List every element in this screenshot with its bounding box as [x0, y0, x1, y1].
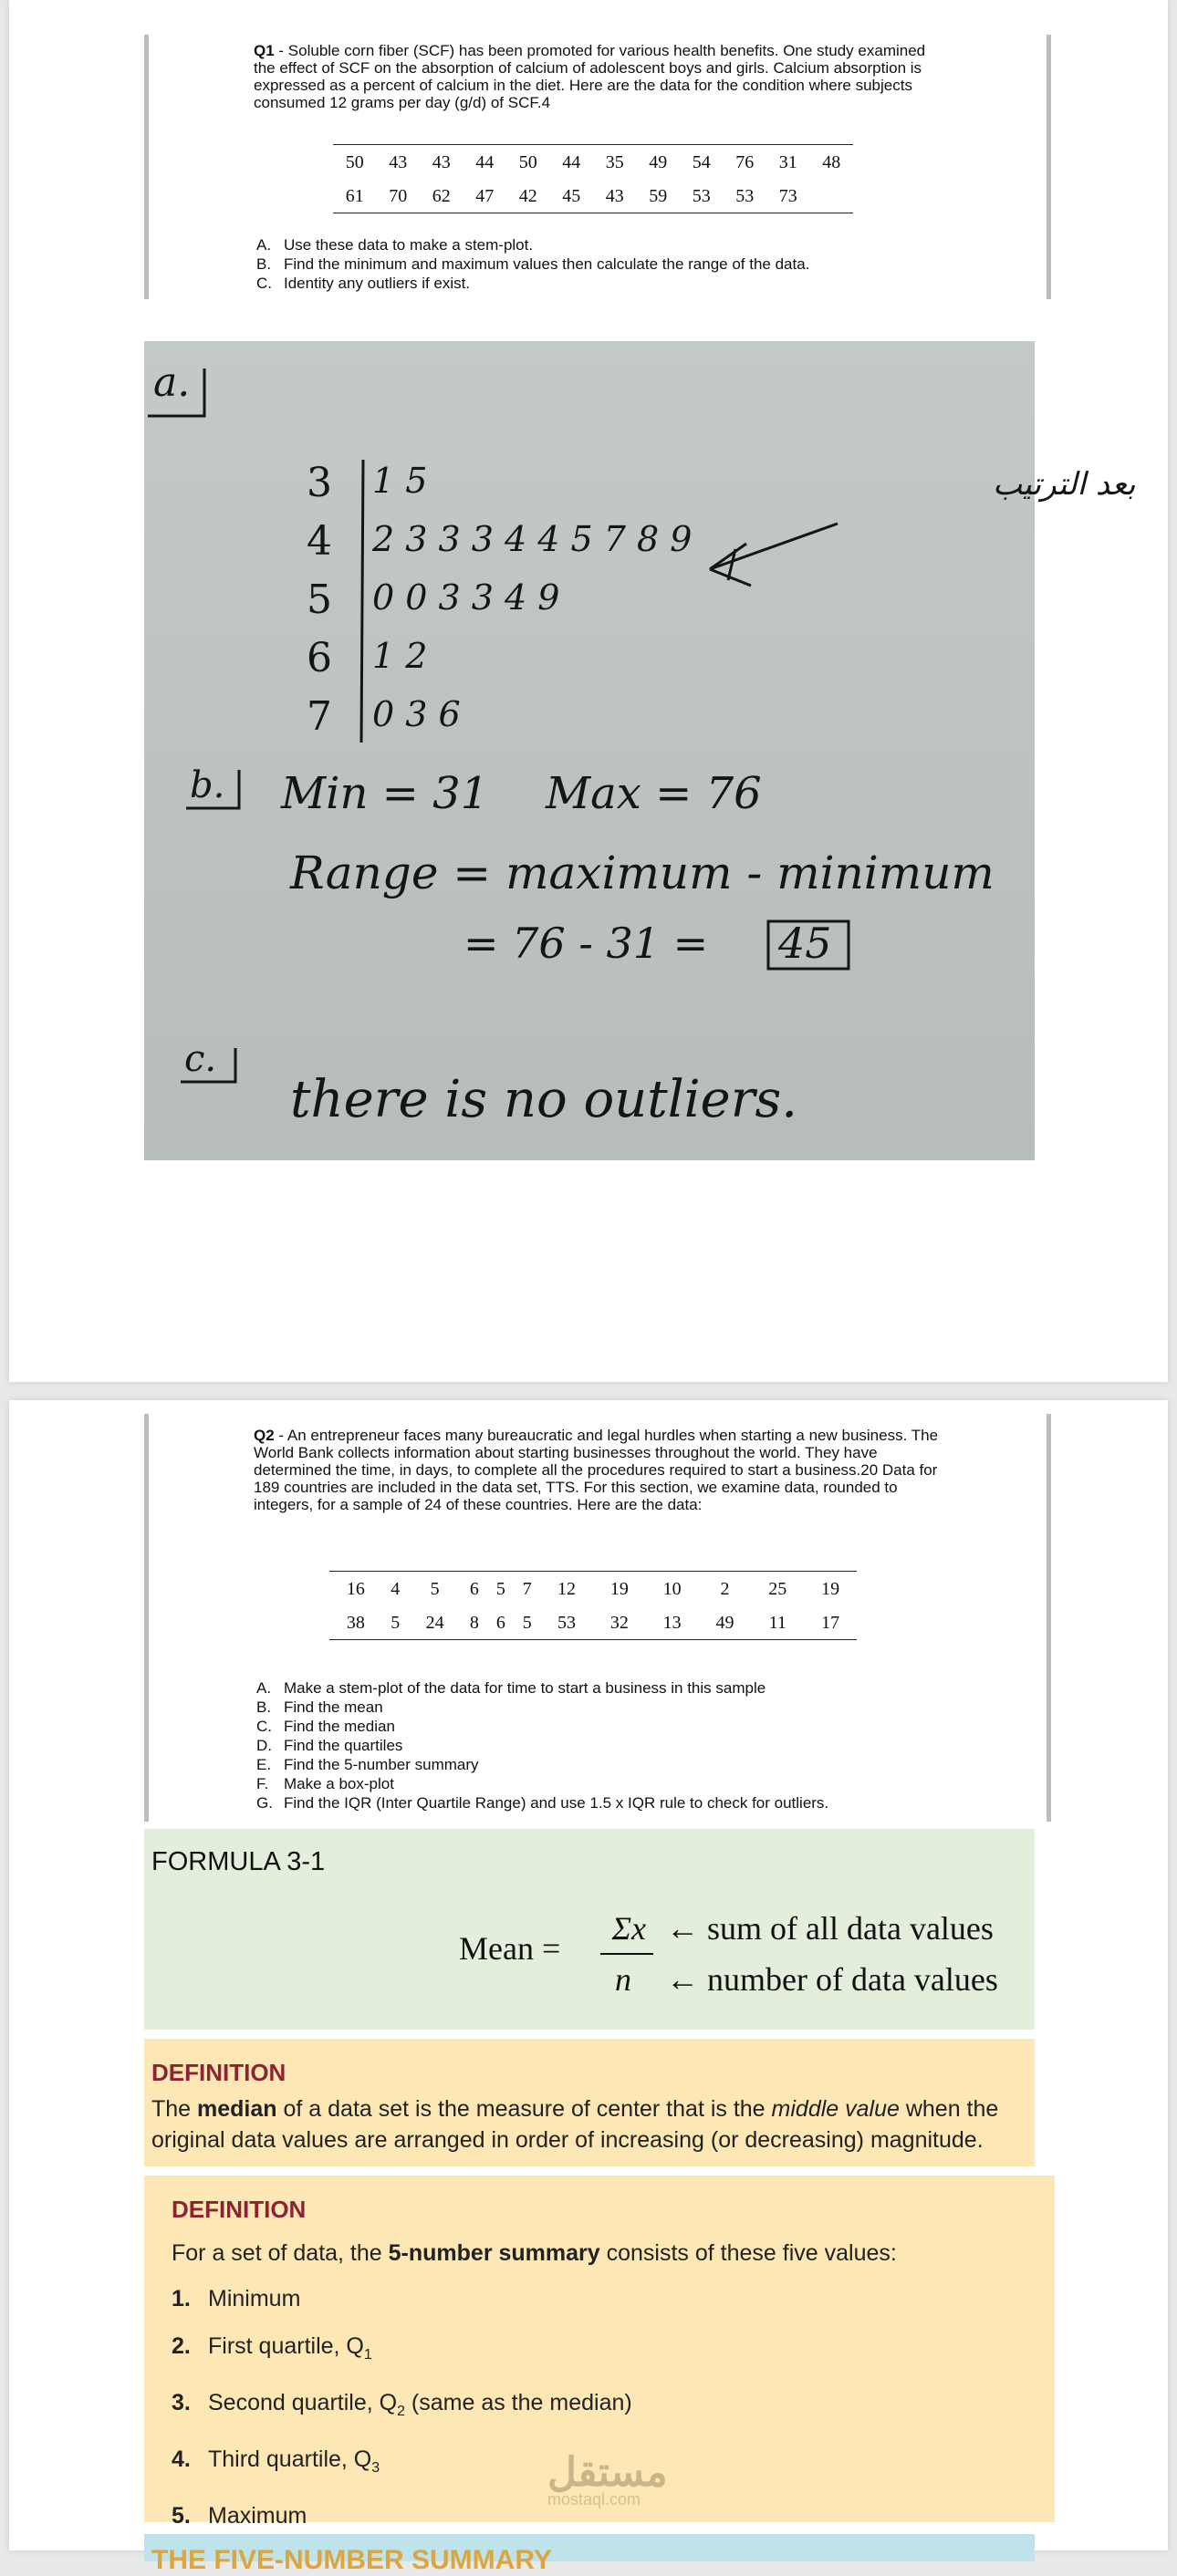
- question-1-body: - Soluble corn fiber (SCF) has been promoted for various health benefits. One study examined the effect of SCF on the absorption of calcium of adolescent boys and girls. Calcium absorption is expressed as a percent of calcium in the diet. Here are the data for the condition where subjects consumed 12 grams per day (g/d) of SCF.4: [254, 42, 926, 111]
- handwritten-answer-drawing: [144, 341, 1136, 1160]
- option-text: Find the median: [284, 1718, 395, 1735]
- option-text: Identity any outliers if exist.: [284, 275, 471, 292]
- median-definition-title: DEFINITION: [151, 2059, 286, 2086]
- five-number-item: [172, 2331, 632, 2371]
- q2-row2-cell: 11: [751, 1606, 804, 1640]
- item-label: Maximum: [208, 2503, 307, 2529]
- arabic-note: بعد الترتيب: [993, 466, 1136, 503]
- min-value: Min = 31: [281, 768, 489, 819]
- stem-plot: [307, 460, 692, 740]
- q1-row1-cell: 48: [810, 145, 854, 181]
- formula-box: [144, 1829, 1035, 2030]
- question-2-box: [144, 1414, 1051, 1822]
- formula-fraction: [600, 1909, 1006, 1999]
- q2-row1-cell: 4: [382, 1572, 409, 1607]
- item-label: First quartile, Q: [208, 2333, 364, 2359]
- option-item: [256, 254, 809, 274]
- q2-row1-cell: 5: [409, 1572, 462, 1607]
- question-2-text: [254, 1427, 947, 1513]
- item-label: Third quartile, Q: [208, 2446, 372, 2472]
- part-b-label: b.: [190, 764, 225, 806]
- option-item: [256, 1774, 828, 1793]
- q1-row1-cell: 50: [506, 145, 550, 181]
- stem-plot-divider: [361, 460, 363, 743]
- stem-value: 5: [307, 576, 332, 623]
- option-text: Find the 5-number summary: [284, 1756, 479, 1773]
- option-text: Use these data to make a stem-plot.: [284, 236, 534, 254]
- watermark-logo: مستقل: [547, 2450, 668, 2495]
- item-subscript: 3: [371, 2460, 380, 2476]
- option-letter: B.: [256, 1698, 272, 1716]
- question-2-data-table: [329, 1571, 857, 1640]
- option-item: [256, 1793, 828, 1813]
- leaf-values: 2 3 3 3 4 4 5 7 8 9: [372, 519, 693, 559]
- q2-row1-cell: 16: [329, 1572, 382, 1607]
- option-item: [256, 1755, 828, 1774]
- next-section-heading: THE FIVE-NUMBER SUMMARY: [151, 2545, 552, 2575]
- q2-row2-cell: 38: [329, 1606, 382, 1640]
- q1-row2-cell: 53: [724, 180, 767, 213]
- q1-row1-cell: 43: [377, 145, 421, 181]
- q1-row2-cell: 53: [680, 180, 724, 213]
- option-text: Find the IQR (Inter Quartile Range) and use 1.5 x IQR rule to check for outliers.: [284, 1794, 829, 1812]
- question-2-options: [256, 1678, 828, 1813]
- item-label: Minimum: [208, 2286, 301, 2311]
- item-label: Second quartile, Q: [208, 2390, 398, 2415]
- q2-row1-cell: 6: [461, 1572, 487, 1607]
- question-1-box: [144, 35, 1051, 299]
- item-subscript: 2: [397, 2404, 405, 2419]
- q2-row2-cell: 8: [461, 1606, 487, 1640]
- option-letter: B.: [256, 255, 272, 273]
- watermark-text: mostaql.com: [547, 2490, 641, 2508]
- formula-lhs: Mean =: [459, 1930, 561, 1967]
- arrow-icon: [710, 524, 838, 586]
- option-text: Find the mean: [284, 1698, 383, 1716]
- q1-row2-cell: 61: [333, 180, 377, 213]
- stem-value: 6: [307, 635, 332, 681]
- q1-row1-cell: 43: [420, 145, 464, 181]
- q2-row1-cell: 19: [804, 1572, 857, 1607]
- q2-row1-cell: 19: [593, 1572, 646, 1607]
- item-note: (same as the median): [404, 2390, 632, 2415]
- leaf-values: 1 2: [372, 636, 428, 676]
- formula-numerator-note: ← sum of all data values: [666, 1910, 994, 1947]
- q2-row2-cell: 6: [487, 1606, 514, 1640]
- q2-row1-cell: 2: [699, 1572, 752, 1607]
- next-section-heading-bar: [144, 2534, 1035, 2575]
- option-letter: A.: [256, 1679, 272, 1697]
- q1-row1-cell: 49: [637, 145, 681, 181]
- q1-row2-cell: [810, 180, 854, 213]
- median-definition-box: [144, 2039, 1035, 2166]
- q1-row1-cell: 31: [766, 145, 810, 181]
- question-1-card: [9, 0, 1168, 1382]
- q2-row2-cell: 24: [409, 1606, 462, 1640]
- q1-row2-cell: 47: [464, 180, 507, 213]
- q1-row2-cell: 43: [593, 180, 637, 213]
- leaf-values: 1 5: [372, 461, 428, 501]
- item-number: 2.: [172, 2333, 191, 2359]
- five-number-definition-text: For a set of data, the 5-number summary consists of these five values:: [172, 2240, 897, 2266]
- q2-row2-cell: 5: [382, 1606, 409, 1640]
- option-item: [256, 1736, 828, 1755]
- q1-row2-cell: 45: [550, 180, 594, 213]
- option-letter: C.: [256, 275, 272, 292]
- formula-denominator: n: [615, 1961, 631, 1998]
- q1-row2-cell: 73: [766, 180, 810, 213]
- item-subscript: 1: [363, 2347, 372, 2363]
- q2-row1-cell: 12: [540, 1572, 593, 1607]
- handwritten-answer-photo: [144, 341, 1136, 1160]
- q2-row2-cell: 53: [540, 1606, 593, 1640]
- q2-row2-cell: 17: [804, 1606, 857, 1640]
- item-number: 3.: [172, 2390, 191, 2415]
- part-a-label: a.: [153, 359, 191, 406]
- option-letter: C.: [256, 1718, 272, 1735]
- stem-value: 4: [307, 518, 332, 565]
- q1-row2-cell: 59: [637, 180, 681, 213]
- question-1-options: [256, 235, 809, 293]
- five-number-summary-definition-box: [144, 2176, 1055, 2529]
- formula-numerator: Σx: [611, 1910, 646, 1947]
- median-definition-text: The median of a data set is the measure of center that is the middle value when the original data values are arranged in order of increasing (or decreasing) magnitude.: [151, 2096, 999, 2153]
- question-1-data-table: [333, 144, 853, 213]
- question-1-text: [254, 42, 947, 111]
- q1-row1-cell: 50: [333, 145, 377, 181]
- question-2-card: [9, 1400, 1168, 2575]
- item-number: 1.: [172, 2286, 191, 2311]
- option-text: Find the minimum and maximum values then calculate the range of the data.: [284, 255, 810, 273]
- q2-row1-cell: 25: [751, 1572, 804, 1607]
- item-number: 5.: [172, 2503, 191, 2529]
- formula-denominator-note: ← number of data values: [666, 1961, 998, 1998]
- q2-row2-cell: 5: [514, 1606, 540, 1640]
- five-number-definition-title: DEFINITION: [172, 2196, 307, 2223]
- option-letter: F.: [256, 1775, 269, 1792]
- leaf-values: 0 0 3 3 4 9: [372, 577, 560, 618]
- option-item: [256, 1698, 828, 1717]
- part-c-label: c.: [184, 1038, 217, 1080]
- option-letter: D.: [256, 1737, 272, 1754]
- q1-row2-cell: 62: [420, 180, 464, 213]
- q1-row1-cell: 35: [593, 145, 637, 181]
- option-item: [256, 274, 809, 293]
- q1-row1-cell: 44: [464, 145, 507, 181]
- question-1-label: Q1: [254, 42, 275, 59]
- q1-row1-cell: 76: [724, 145, 767, 181]
- q2-row2-cell: 13: [646, 1606, 699, 1640]
- q2-row1-cell: 10: [646, 1572, 699, 1607]
- q2-row2-cell: 49: [699, 1606, 752, 1640]
- q2-row2-cell: 32: [593, 1606, 646, 1640]
- q1-row1-cell: 54: [680, 145, 724, 181]
- item-number: 4.: [172, 2446, 191, 2472]
- stem-value: 7: [307, 693, 332, 740]
- five-number-item: [172, 2283, 632, 2314]
- range-calculation: = 76 - 31 =: [464, 919, 709, 968]
- option-text: Make a stem-plot of the data for time to start a business in this sample: [284, 1679, 766, 1697]
- q2-row1-cell: 5: [487, 1572, 514, 1607]
- q1-row2-cell: 70: [377, 180, 421, 213]
- option-item: [256, 1717, 828, 1736]
- option-letter: A.: [256, 236, 272, 254]
- q1-row2-cell: 42: [506, 180, 550, 213]
- question-2-label: Q2: [254, 1427, 275, 1444]
- question-2-body: - An entrepreneur faces many bureaucratic and legal hurdles when starting a new business. The World Bank collects information about starting businesses throughout the world. They have determined the time, in days, to complete all the procedures required to start a business.20 Data for 189 countries are included in the data set, TTS. For this section, we examine data, rounded to integers, for a sample of 24 of these countries. Here are the data:: [254, 1427, 939, 1513]
- option-letter: E.: [256, 1756, 272, 1773]
- stem-value: 3: [307, 460, 332, 506]
- leaf-values: 0 3 6: [372, 694, 461, 734]
- q2-row1-cell: 7: [514, 1572, 540, 1607]
- option-text: Make a box-plot: [284, 1775, 394, 1792]
- max-value: Max = 76: [546, 768, 762, 819]
- option-letter: G.: [256, 1794, 273, 1812]
- option-item: [256, 1678, 828, 1698]
- q1-row1-cell: 44: [550, 145, 594, 181]
- formula-title: FORMULA 3-1: [151, 1847, 326, 1876]
- option-text: Find the quartiles: [284, 1737, 403, 1754]
- outliers-conclusion: there is no outliers.: [290, 1070, 798, 1129]
- option-item: [256, 235, 809, 254]
- range-formula: Range = maximum - minimum: [290, 847, 995, 899]
- range-result: 45: [778, 919, 832, 968]
- five-number-item: [172, 2387, 632, 2427]
